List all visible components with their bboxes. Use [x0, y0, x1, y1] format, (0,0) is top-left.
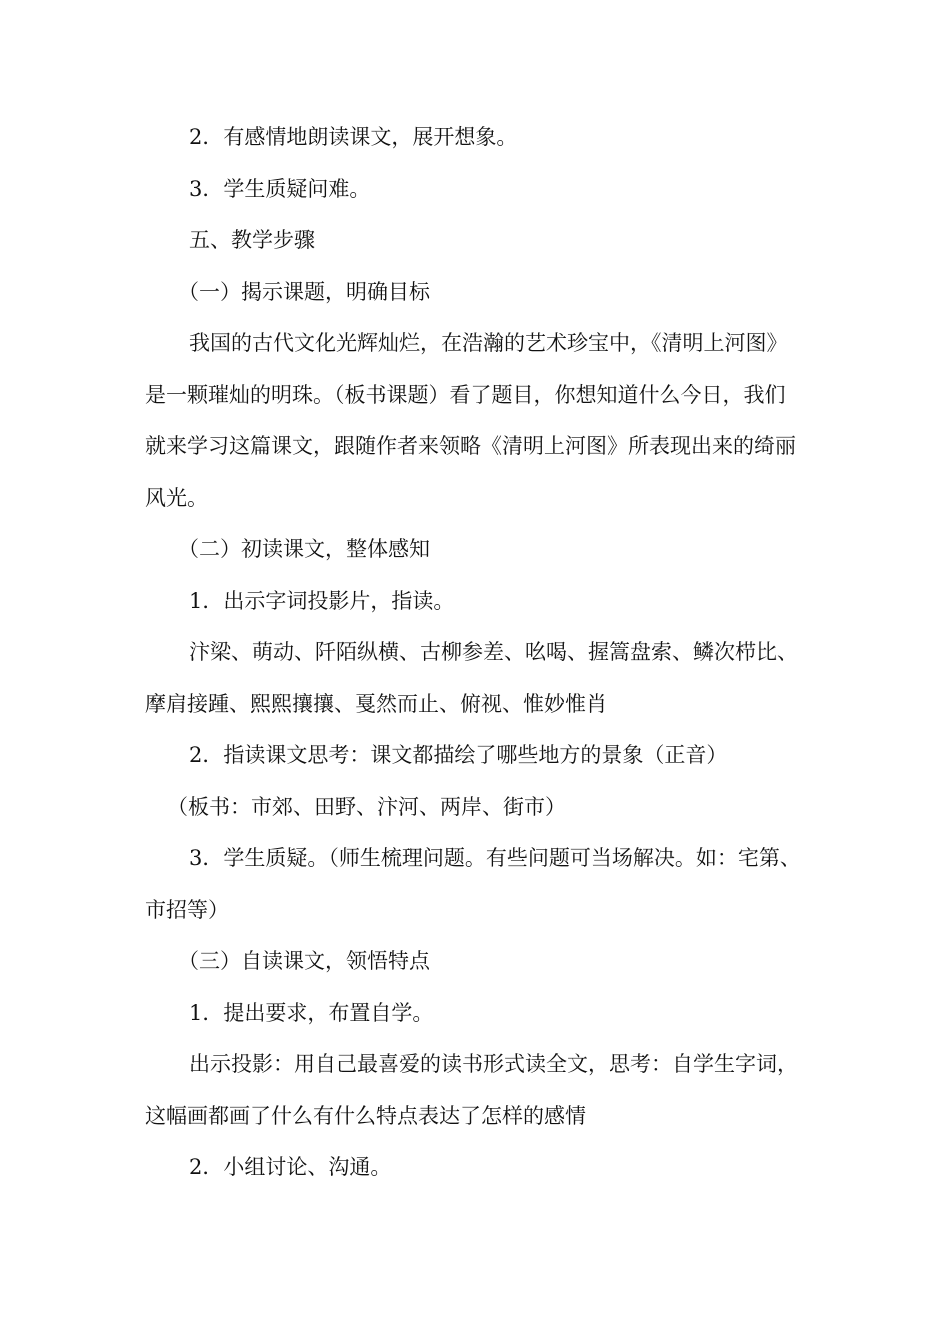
subheading-first-reading: （二）初读课文，整体感知 — [178, 537, 430, 561]
paragraph-group-discussion: 2．小组讨论、沟通。 — [189, 1155, 392, 1179]
paragraph-show-vocabulary: 1．出示字词投影片，指读。 — [189, 588, 455, 613]
document-body — [145, 112, 805, 1194]
paragraph-student-questions: 3．学生质疑。（师生梳理问题。有些问题可当场解决。如：宅第、市招等） — [145, 846, 801, 922]
paragraph-guided-reading: 2．指读课文思考：课文都描绘了哪些地方的景象（正音） — [189, 743, 728, 767]
paragraph-board-notes: （板书：市郊、田野、汴河、两岸、街市） — [167, 794, 566, 819]
paragraph-assign-self-study: 1．提出要求，布置自学。 — [189, 1000, 434, 1025]
paragraph-read-aloud: 2．有感情地朗读课文，展开想象。 — [189, 125, 518, 149]
paragraph-projection-task: 出示投影：用自己最喜爱的读书形式读全文，思考：自学生字词，这幅画都画了什么有什么特点表达了怎样的感情 — [145, 1052, 798, 1128]
subheading-self-reading: （三）自读课文，领悟特点 — [178, 949, 430, 973]
subheading-reveal-topic: （一）揭示课题，明确目标 — [178, 279, 430, 304]
section-heading-teaching-steps: 五、教学步骤 — [189, 228, 315, 252]
paragraph-students-question: 3．学生质疑问难。 — [189, 176, 371, 201]
paragraph-vocabulary-list: 汴梁、萌动、阡陌纵横、古柳参差、吆喝、握篙盘索、鳞次栉比、摩肩接踵、熙熙攘攘、戛然而止、俯视、惟妙惟肖 — [145, 640, 798, 716]
paragraph-introduction: 我国的古代文化光辉灿烂，在浩瀚的艺术珍宝中，《清明上河图》是一颗璀灿的明珠。（板书课题）看了题目，你想知道什么今日，我们就来学习这篇课文，跟随作者来领略《清明上河图》所表现出来的绮丽风光。 — [145, 331, 796, 510]
